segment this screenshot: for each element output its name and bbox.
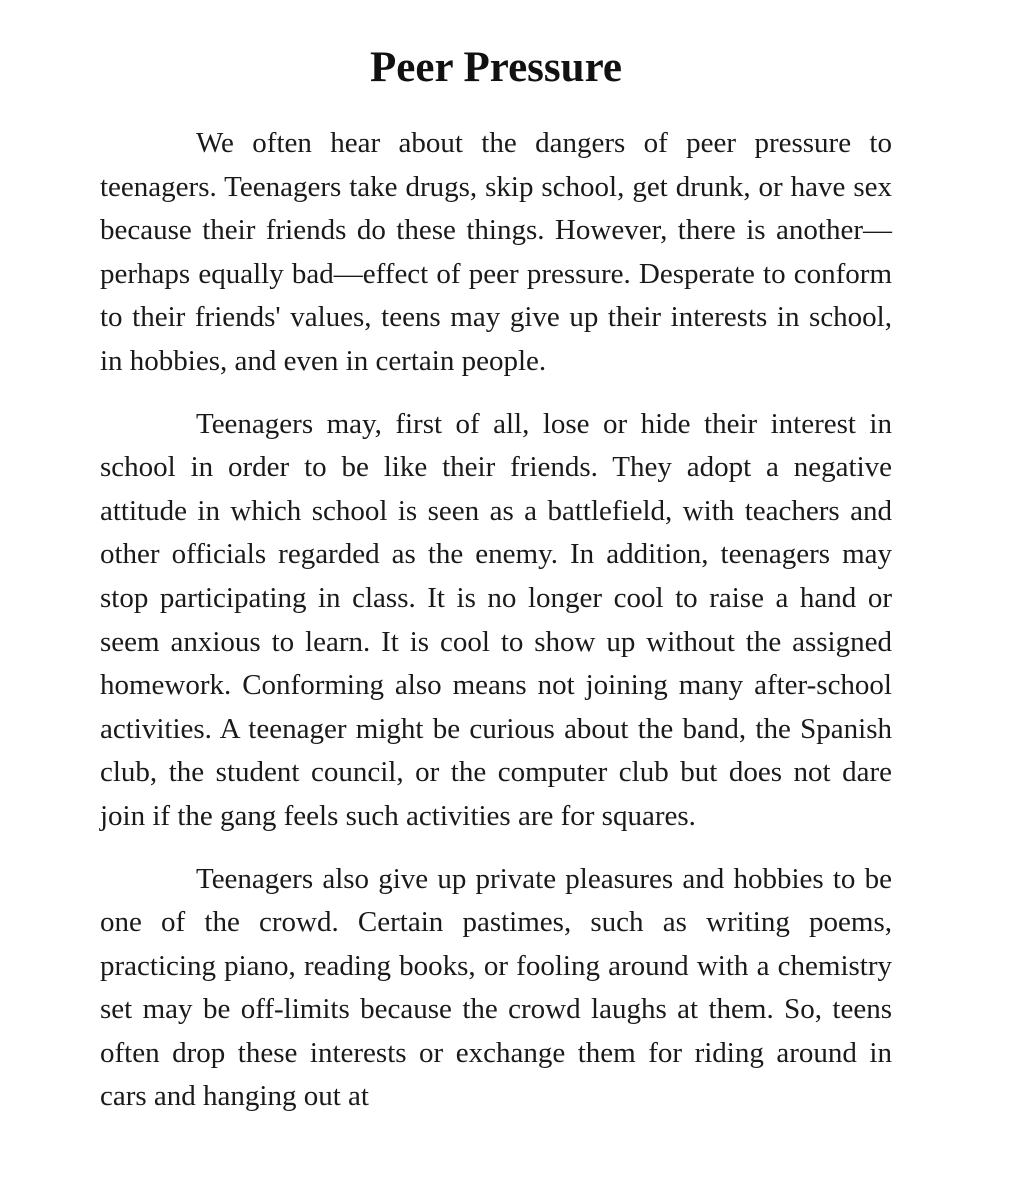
document-page	[100, 40, 892, 1119]
paragraph-intro: We often hear about the dangers of peer pressure to teenagers. Teenagers take drugs, skip school, get drunk, or have sex because their friends do these things. However, there is another—perhaps equally bad—effect of peer pressure. Desperate to conform to their friends' values, teens may give up their interests in school, in hobbies, and even in certain people.	[100, 127, 892, 377]
document-title: Peer Pressure	[370, 44, 622, 91]
paragraph-hobbies: Teenagers also give up private pleasures and hobbies to be one of the crowd. Certain pastimes, such as writing poems, practicing piano, reading books, or fooling around with a chemistry set may be off-limits because the crowd laughs at them. So, teens often drop these interests or exchange them for riding around in cars and hanging out at	[100, 862, 892, 1113]
paragraph-school: Teenagers may, first of all, lose or hide their interest in school in order to be like their friends. They adopt a negative attitude in which school is seen as a battlefield, with teachers and other officials regarded as the enemy. In addition, teenagers may stop participating in class. It is no longer cool to raise a hand or seem anxious to learn. It is cool to show up without the assigned homework. Conforming also means not joining many after-school activities. A teenager might be curious about the band, the Spanish club, the student council, or the computer club but does not dare join if the gang feels such activities are for squares.	[100, 407, 892, 832]
